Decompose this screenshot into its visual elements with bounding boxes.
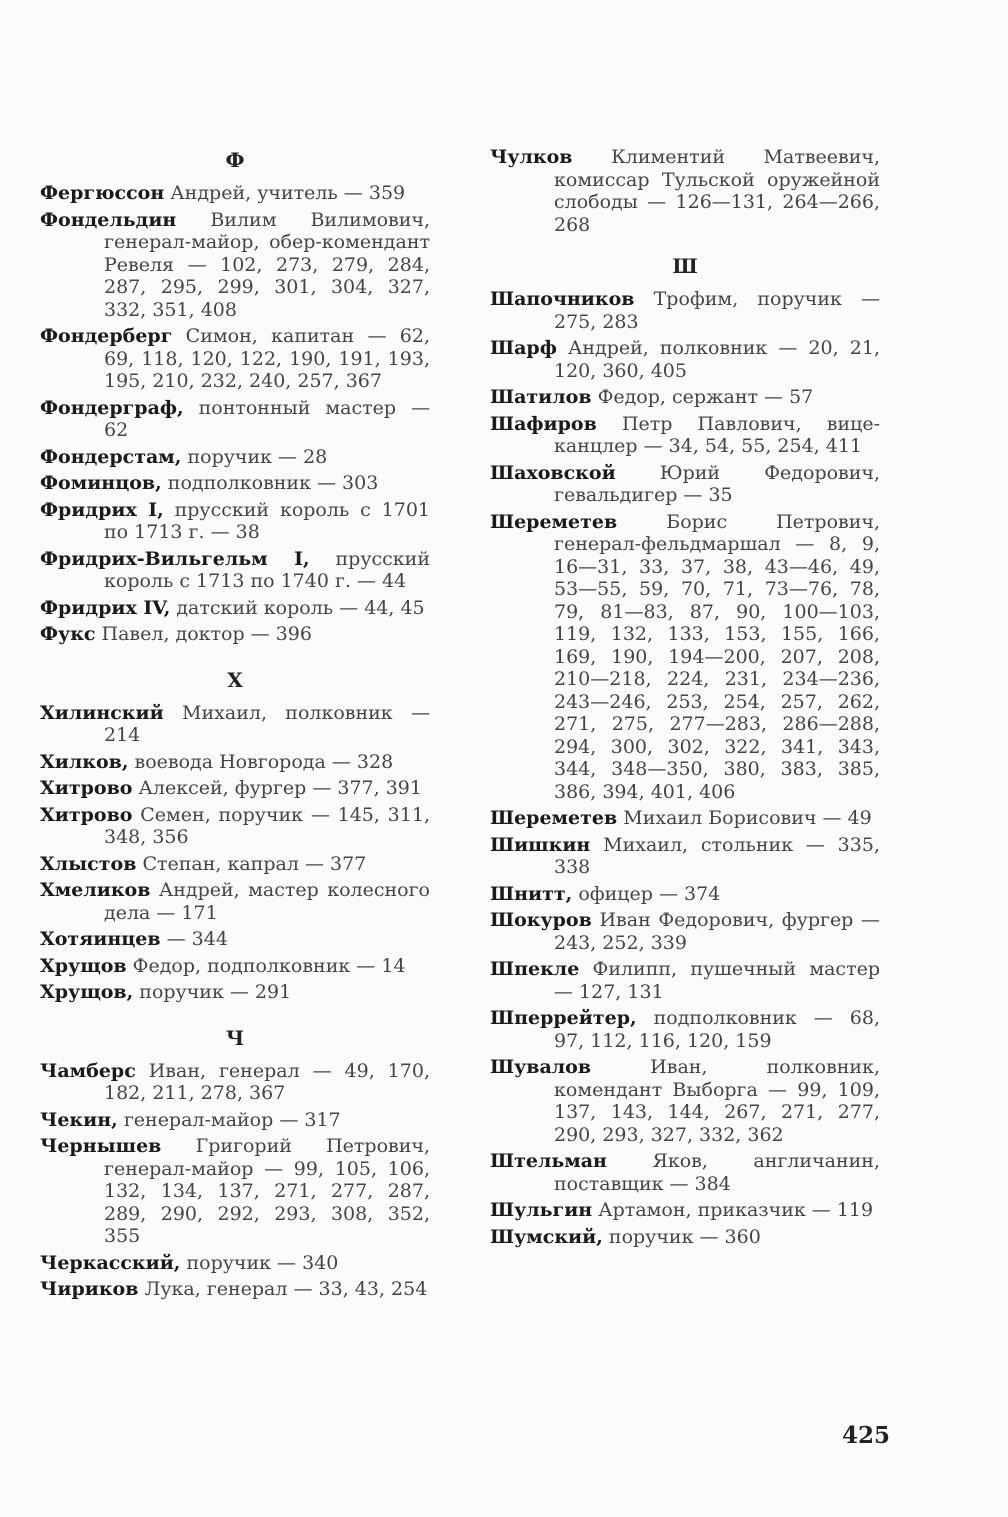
- entry-name: Фридрих IV,: [40, 596, 171, 619]
- entry-name: Шаховской: [490, 461, 616, 484]
- entry-name: Хрущов: [40, 954, 127, 977]
- entry-text: прусский король с 1713 по 1740 г. — 44: [104, 547, 431, 592]
- entry-name: Шнитт,: [490, 882, 573, 905]
- index-entry: [490, 146, 880, 236]
- entry-name: Хмеликов: [40, 879, 151, 901]
- entry-text: понтонный мастер — 62: [104, 396, 430, 441]
- entry-text: офицер — 374: [578, 882, 721, 905]
- entry-name: Чекин,: [40, 1108, 118, 1131]
- entry-text: Андрей, полковник — 20, 21, 120, 360, 405: [554, 337, 880, 382]
- index-entry: [40, 209, 430, 322]
- entry-name: Фондерберг: [40, 325, 173, 347]
- entry-text: поручик — 360: [608, 1225, 761, 1248]
- entry-text: поручик — 28: [187, 445, 328, 468]
- index-entry: [40, 804, 430, 849]
- index-entry: [40, 446, 430, 469]
- entry-text: Яков, англичанин, поставщик — 384: [554, 1150, 880, 1195]
- entry-text: прусский король с 1701 по 1713 г. — 38: [104, 498, 431, 543]
- entry-text: Григорий Петрович, генерал-майор — 99, 105, 106, 132, 134, 137, 271, 277, 287, 289, 290, 292, 293, 308, 352, 355: [104, 1135, 430, 1247]
- index-entry: [40, 472, 430, 495]
- entry-text: Юрий Федорович, гевальдигер — 35: [554, 461, 881, 506]
- entry-text: Михаил, стольник — 335, 338: [554, 833, 880, 878]
- index-entry: [40, 397, 430, 442]
- entry-name: Шереметев: [490, 510, 618, 533]
- section-letter: Ф: [225, 148, 245, 172]
- entry-name: Черкасский,: [40, 1251, 181, 1274]
- entry-text: генерал-майор — 317: [123, 1108, 341, 1131]
- entry-text: Алексей, фургер — 377, 391: [138, 777, 422, 799]
- entry-name: Хрущов,: [40, 981, 134, 1003]
- entry-name: Шумский,: [490, 1225, 603, 1248]
- index-entry: [490, 413, 880, 458]
- index-entry: [490, 807, 880, 830]
- entry-text: Климентий Матвеевич, комиссар Тульской оружейной слободы — 126—131, 264—266, 268: [554, 146, 880, 236]
- index-entry: [490, 386, 880, 409]
- index-entry: [40, 853, 430, 876]
- entry-name: Штельман: [490, 1150, 607, 1172]
- index-section-ch-continued: [490, 146, 880, 236]
- entry-name: Шувалов: [490, 1056, 592, 1078]
- entry-name: Фридрих-Вильгельм I,: [40, 547, 310, 570]
- index-entry: [40, 955, 430, 978]
- entry-text: поручик — 291: [139, 981, 292, 1003]
- index-entry: [40, 702, 430, 747]
- entry-name: Шереметев: [490, 807, 618, 829]
- index-column-left: [40, 148, 430, 1305]
- entry-text: Михаил Борисович — 49: [623, 807, 872, 829]
- entry-name: Чамберс: [40, 1059, 136, 1082]
- entry-text: Павел, доктор — 396: [101, 623, 312, 645]
- index-entry: [40, 981, 430, 1004]
- entry-text: датский король — 44, 45: [176, 596, 425, 619]
- entry-name: Шульгин: [490, 1199, 593, 1221]
- entry-text: Андрей, учитель — 359: [170, 182, 406, 204]
- index-entry: [490, 1056, 880, 1146]
- entry-name: Хилинский: [40, 701, 164, 724]
- index-entry: [490, 909, 880, 954]
- entry-name: Фридрих I,: [40, 498, 164, 521]
- entry-name: Хитрово: [40, 803, 133, 826]
- entry-text: подполковник — 303: [167, 472, 379, 494]
- index-entry: [40, 548, 430, 593]
- index-entry: [40, 1060, 430, 1105]
- entry-text: Петр Павлович, вице-канцлер — 34, 54, 55, 254, 411: [554, 412, 880, 457]
- entry-name: Фондельдин: [40, 208, 177, 231]
- index-entry: [490, 288, 880, 333]
- index-entry: [490, 511, 880, 804]
- entry-name: Шокуров: [490, 909, 592, 931]
- entry-text: Федор, сержант — 57: [597, 386, 814, 408]
- entry-name: Фукс: [40, 623, 96, 645]
- entry-name: Шарф: [490, 337, 557, 359]
- entry-name: Шпекле: [490, 958, 580, 980]
- entry-text: — 344: [166, 928, 228, 950]
- entry-text: Иван Федорович, фургер — 243, 252, 339: [554, 909, 881, 954]
- index-section-ch: [40, 1026, 430, 1301]
- entry-name: Хотяинцев: [40, 928, 161, 950]
- entry-text: Трофим, поручик — 275, 283: [554, 288, 880, 333]
- entry-text: подполковник — 68, 97, 112, 116, 120, 159: [554, 1007, 880, 1052]
- index-entry: [490, 883, 880, 906]
- entry-name: Фондерстам,: [40, 445, 182, 468]
- page-number: 425: [842, 1422, 891, 1449]
- index-entry: [40, 777, 430, 800]
- index-entry: [40, 1109, 430, 1132]
- entry-name: Чернышев: [40, 1135, 162, 1157]
- entry-text: воевода Новгорода — 328: [134, 750, 394, 773]
- entry-name: Шапочников: [490, 288, 635, 310]
- index-entry: [40, 928, 430, 951]
- entry-text: Борис Петрович, генерал-фельдмаршал — 8, 9, 16—31, 33, 37, 38, 43—46, 49, 53—55, 59, 70, 71, 73—76, 78, 79, 81—83, 87, 90, 100—103, 119, 132, 133, 153, 155, 166, 169, 190, 194—200, 207, 208, 210—218, 224, 231, 234—236, 243—246, 253, 254, 257, 262, 271, 275, 277—283, 286—288, 294, 300, 302, 322, 341, 343, 344, 348—350, 380, 383, 385, 386, 394, 401, 406: [554, 510, 880, 803]
- index-entry: [490, 337, 880, 382]
- index-column-right: [490, 146, 880, 1252]
- entry-name: Хлыстов: [40, 852, 137, 875]
- section-letter: Х: [227, 667, 243, 692]
- entry-text: поручик — 340: [186, 1251, 339, 1274]
- index-entry: [40, 499, 430, 544]
- entry-text: Филипп, пушечный мастер — 127, 131: [554, 958, 880, 1003]
- index-entry: [40, 1252, 430, 1275]
- entry-text: Артамон, приказчик — 119: [598, 1199, 874, 1221]
- index-entry: [490, 1150, 880, 1195]
- index-entry: [490, 958, 880, 1003]
- index-entry: [40, 182, 430, 205]
- index-section-kh: [40, 668, 430, 1004]
- entry-name: Чулков: [490, 146, 573, 168]
- entry-name: Шафиров: [490, 412, 597, 435]
- entry-text: Иван, генерал — 49, 170, 182, 211, 278, 367: [104, 1059, 430, 1104]
- entry-name: Фоминцов,: [40, 472, 162, 494]
- entry-name: Фондерграф,: [40, 396, 184, 419]
- entry-text: Михаил, полковник — 214: [104, 701, 430, 746]
- index-section-f: [40, 148, 430, 646]
- index-entry: [490, 834, 880, 879]
- index-entry: [40, 1278, 430, 1301]
- index-entry: [40, 1135, 430, 1248]
- section-letter: Ш: [672, 254, 698, 278]
- entry-text: Вилим Вилимович, генерал-майор, обер-комендант Ревеля — 102, 273, 279, 284, 287, 295, 299, 301, 304, 327, 332, 351, 408: [104, 208, 431, 321]
- entry-text: Лука, генерал — 33, 43, 254: [144, 1278, 428, 1300]
- entry-text: Федор, подполковник — 14: [132, 954, 406, 977]
- index-entry: [490, 1226, 880, 1249]
- entry-name: Фергюссон: [40, 182, 165, 204]
- entry-name: Хитрово: [40, 777, 133, 799]
- entry-name: Шперрейтер,: [490, 1007, 637, 1029]
- index-entry: [40, 325, 430, 393]
- entry-text: Семен, поручик — 145, 311, 348, 356: [104, 803, 430, 848]
- entry-name: Шатилов: [490, 386, 592, 408]
- index-section-sh: [490, 254, 880, 1248]
- entry-name: Чириков: [40, 1278, 139, 1300]
- entry-name: Хилков,: [40, 750, 129, 773]
- entry-text: Андрей, мастер колесного дела — 171: [104, 879, 431, 924]
- entry-text: Симон, капитан — 62, 69, 118, 120, 122, 190, 191, 193, 195, 210, 232, 240, 257, 367: [104, 325, 430, 392]
- entry-text: Иван, полковник, комендант Выборга — 99, 109, 137, 143, 144, 267, 271, 277, 290, 293, 327, 332, 362: [554, 1056, 881, 1146]
- entry-text: Степан, капрал — 377: [142, 852, 367, 875]
- section-letter: Ч: [225, 1025, 245, 1050]
- index-entry: [490, 1199, 880, 1222]
- index-entry: [490, 462, 880, 507]
- entry-name: Шишкин: [490, 833, 591, 856]
- index-entry: [490, 1007, 880, 1052]
- index-entry: [40, 597, 430, 620]
- index-entry: [40, 751, 430, 774]
- index-entry: [40, 623, 430, 646]
- index-entry: [40, 879, 430, 924]
